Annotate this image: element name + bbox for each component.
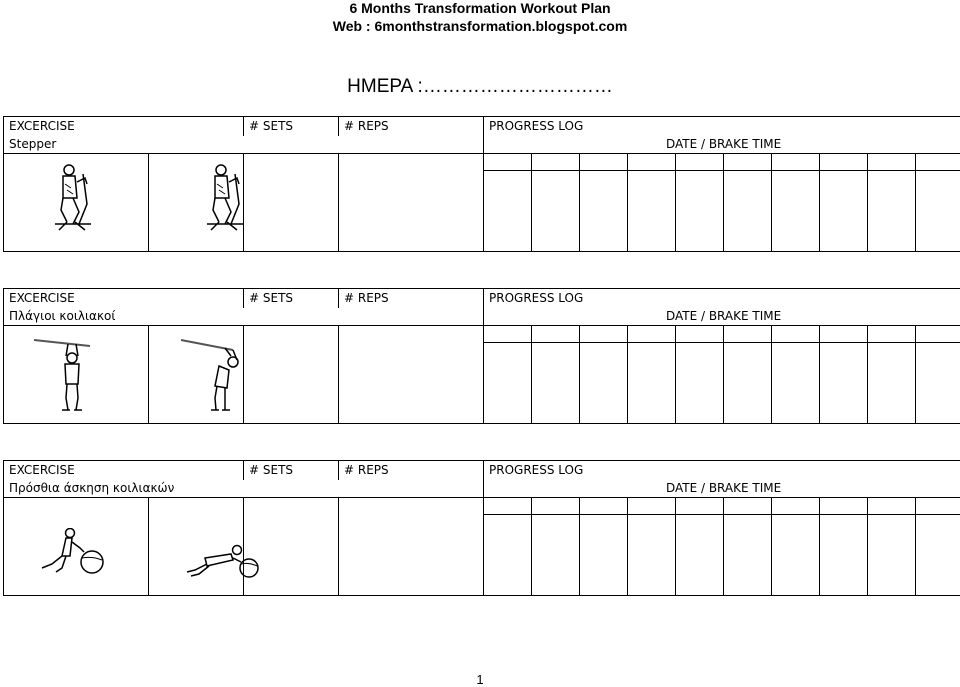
side-bend-with-bar-icon (32, 334, 92, 414)
progress-log-column-header: PROGRESS LOG (484, 461, 960, 480)
date-cell[interactable] (532, 154, 580, 171)
document-title: 6 Months Transformation Workout Plan (0, 0, 960, 16)
exercise-image-2 (149, 326, 244, 424)
sets-cell[interactable] (244, 154, 339, 252)
date-cell[interactable] (676, 154, 724, 171)
log-cell[interactable] (724, 343, 772, 424)
log-cell[interactable] (820, 343, 868, 424)
exercise-section-2 (3, 288, 960, 424)
exercise-name: Πρόσθια άσκηση κοιλιακών (4, 480, 484, 498)
log-cell[interactable] (724, 515, 772, 596)
exercise-column-header: EXCERCISE (4, 289, 244, 308)
date-brake-time-header: DATE / BRAKE TIME (484, 136, 960, 154)
date-cell[interactable] (484, 498, 532, 515)
date-cell[interactable] (772, 498, 820, 515)
date-cell[interactable] (820, 326, 868, 343)
side-bend-with-bar-icon (179, 334, 249, 414)
exercise-image-2 (149, 498, 244, 596)
date-cell[interactable] (676, 498, 724, 515)
log-cell[interactable] (676, 515, 724, 596)
page-number: 1 (0, 672, 960, 687)
log-cell[interactable] (916, 343, 960, 424)
log-cell[interactable] (772, 171, 820, 252)
exercise-image-1 (4, 498, 149, 596)
date-cell[interactable] (772, 154, 820, 171)
log-cell[interactable] (868, 343, 916, 424)
log-cell[interactable] (628, 515, 676, 596)
exercise-image-1 (4, 154, 149, 252)
sets-column-header: # SETS (244, 461, 339, 480)
ball-rollout-extended-icon (185, 544, 260, 580)
stepper-exercise-icon (201, 164, 251, 239)
log-cell[interactable] (532, 171, 580, 252)
exercise-section-1 (3, 116, 960, 252)
reps-column-header: # REPS (339, 289, 484, 308)
date-cell[interactable] (868, 154, 916, 171)
date-cell[interactable] (580, 326, 628, 343)
date-cell[interactable] (580, 154, 628, 171)
log-cell[interactable] (580, 171, 628, 252)
log-cell[interactable] (628, 171, 676, 252)
reps-cell[interactable] (339, 498, 484, 596)
log-cell[interactable] (532, 343, 580, 424)
log-cell[interactable] (580, 515, 628, 596)
date-brake-time-header: DATE / BRAKE TIME (484, 480, 960, 498)
log-cell[interactable] (484, 515, 532, 596)
date-cell[interactable] (868, 326, 916, 343)
date-cell[interactable] (628, 326, 676, 343)
log-cell[interactable] (916, 515, 960, 596)
date-cell[interactable] (724, 326, 772, 343)
exercise-column-header: EXCERCISE (4, 461, 244, 480)
stepper-exercise-icon (49, 164, 99, 239)
date-cell[interactable] (484, 326, 532, 343)
date-cell[interactable] (628, 154, 676, 171)
log-cell[interactable] (628, 343, 676, 424)
date-cell[interactable] (484, 154, 532, 171)
date-cell[interactable] (532, 326, 580, 343)
exercise-column-header: EXCERCISE (4, 117, 244, 136)
day-field: ΗΜΕΡΑ :………………………… (0, 76, 960, 98)
log-cell[interactable] (580, 343, 628, 424)
log-cell[interactable] (868, 171, 916, 252)
date-cell[interactable] (676, 326, 724, 343)
sets-column-header: # SETS (244, 117, 339, 136)
log-cell[interactable] (868, 515, 916, 596)
reps-column-header: # REPS (339, 117, 484, 136)
log-cell[interactable] (484, 343, 532, 424)
date-cell[interactable] (916, 154, 960, 171)
date-cell[interactable] (724, 154, 772, 171)
log-cell[interactable] (772, 515, 820, 596)
sets-column-header: # SETS (244, 289, 339, 308)
sets-cell[interactable] (244, 326, 339, 424)
log-cell[interactable] (676, 343, 724, 424)
exercise-name: Πλάγιοι κοιλιακοί (4, 308, 484, 326)
date-cell[interactable] (628, 498, 676, 515)
log-cell[interactable] (916, 171, 960, 252)
reps-column-header: # REPS (339, 461, 484, 480)
progress-log-column-header: PROGRESS LOG (484, 289, 960, 308)
ball-rollout-start-icon (36, 528, 106, 578)
reps-cell[interactable] (339, 326, 484, 424)
log-cell[interactable] (820, 171, 868, 252)
log-cell[interactable] (724, 171, 772, 252)
exercise-image-2 (149, 154, 244, 252)
date-brake-time-header: DATE / BRAKE TIME (484, 308, 960, 326)
date-cell[interactable] (580, 498, 628, 515)
date-cell[interactable] (916, 498, 960, 515)
date-cell[interactable] (724, 498, 772, 515)
exercise-name: Stepper (4, 136, 484, 154)
date-cell[interactable] (868, 498, 916, 515)
document-web-address: Web : 6monthstransformation.blogspot.com (0, 18, 960, 34)
date-cell[interactable] (532, 498, 580, 515)
date-cell[interactable] (820, 498, 868, 515)
log-cell[interactable] (484, 171, 532, 252)
log-cell[interactable] (532, 515, 580, 596)
exercise-section-3 (3, 460, 960, 596)
date-cell[interactable] (916, 326, 960, 343)
exercise-image-1 (4, 326, 149, 424)
log-cell[interactable] (772, 343, 820, 424)
log-cell[interactable] (676, 171, 724, 252)
date-cell[interactable] (820, 154, 868, 171)
log-cell[interactable] (820, 515, 868, 596)
date-cell[interactable] (772, 326, 820, 343)
progress-log-column-header: PROGRESS LOG (484, 117, 960, 136)
reps-cell[interactable] (339, 154, 484, 252)
